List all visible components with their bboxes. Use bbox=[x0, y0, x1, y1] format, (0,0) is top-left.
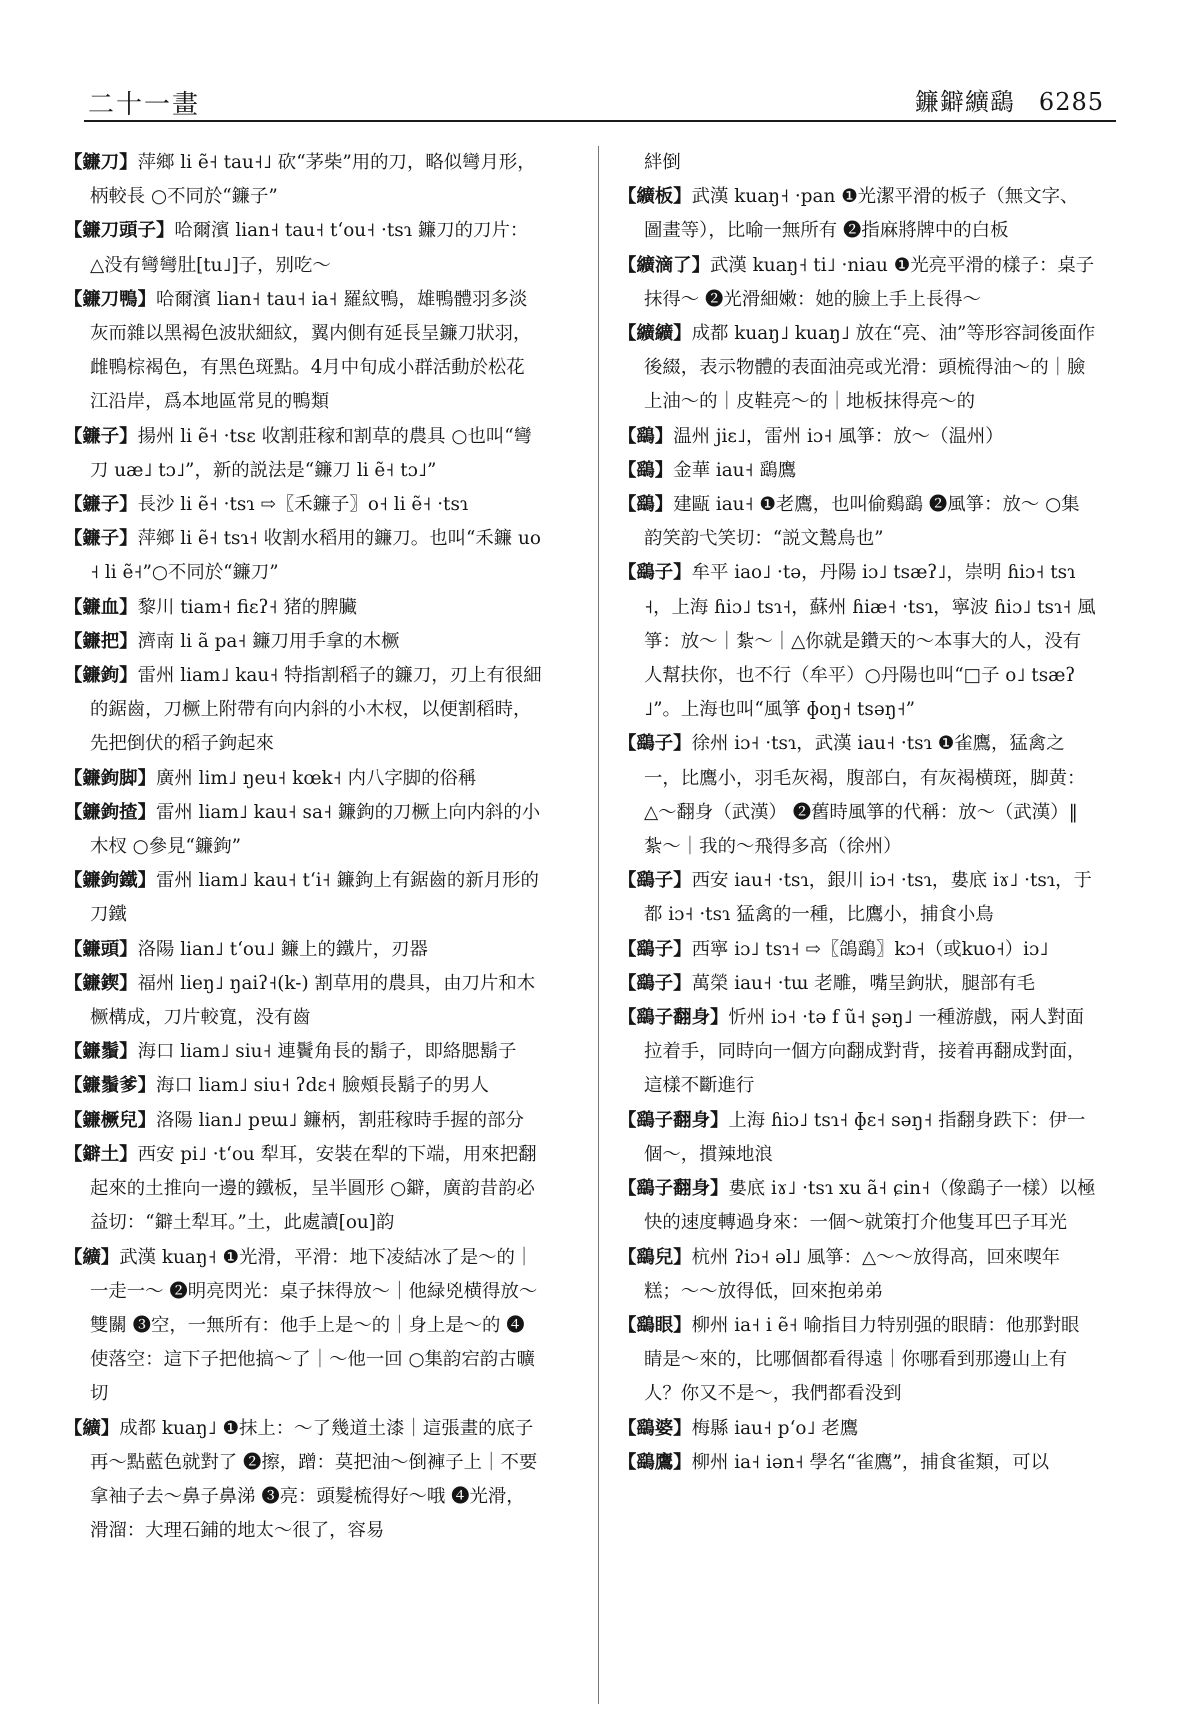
entry-headword: 【鐮橛兒】 bbox=[64, 1109, 156, 1131]
entry-headword: 【鷂子翻身】 bbox=[618, 1178, 729, 1200]
dictionary-entry bbox=[64, 1104, 542, 1138]
entry-definition: 杭州 ʔiɔ˧ əl˩ 風箏：△～～放得高，回來喫年糕；～～放得低，回來抱弟弟 bbox=[644, 1246, 1061, 1302]
dictionary-entry bbox=[64, 659, 542, 762]
entry-definition: 雷州 liam˩ kau˧ sa˧ 鐮鉤的刀橛上向内斜的小木杈 ○參見“鐮鉤” bbox=[90, 801, 541, 858]
dictionary-entry bbox=[618, 454, 1096, 488]
entry-headword: 【鐮刀】 bbox=[64, 152, 138, 173]
entry-definition: 温州 jiɛ˩，雷州 iɔ˧ 風箏：放～（温州） bbox=[673, 425, 1004, 447]
entry-definition: 萬榮 iau˧ ·tɯ 老雕，嘴呈鉤狀，腿部有毛 bbox=[691, 972, 1036, 994]
entry-definition: 雷州 liam˩ kau˧ 特指割稻子的鐮刀，刃上有很細的鋸齒，刀橛上附帶有向内斜的小木杈，以便割稻時，先把倒伏的稻子鉤起來 bbox=[90, 665, 542, 755]
entry-definition: 揚州 li ẽ˧ ·tsɛ 收割莊稼和割草的農具 ○也叫“彎刀 uæ˩ tɔ˩”，新的説法是“鐮刀 li ẽ˧ tɔ˩” bbox=[90, 425, 533, 481]
entry-headword: 【鐮鉤揸】 bbox=[64, 801, 156, 823]
entry-headword: 【鐮刀鴨】 bbox=[64, 288, 156, 310]
entry-definition: 濟南 li ã pa˧ 鐮刀用手拿的木橛 bbox=[137, 630, 400, 652]
dictionary-entry bbox=[618, 1309, 1096, 1412]
dictionary-entry bbox=[64, 283, 542, 420]
entry-definition: 西安 pi˩ ·t‘ou 犁耳，安裝在犁的下端，用來把翻起來的土推向一邊的鐵板，呈半圓形 ○鐴，廣韵昔韵必益切：“鐴土犁耳。”土，此處讀[ou]韵 bbox=[90, 1143, 537, 1234]
dictionary-entry bbox=[618, 1172, 1096, 1240]
entry-headword: 【鷂】 bbox=[618, 459, 674, 481]
entry-definition: 黎川 tiam˧ fiɛʔ˧ 猪的脾臟 bbox=[137, 596, 357, 618]
dictionary-entry bbox=[64, 1138, 542, 1241]
entry-definition: 長沙 li ẽ˧ ·tsɿ ⇨〖禾鐮子〗o˧ li ẽ˧ ·tsɿ bbox=[137, 494, 469, 516]
entry-definition: 柳州 ia˧ iən˧ 學名“雀鷹”，捕食雀類，可以 bbox=[691, 1451, 1049, 1473]
dictionary-entry bbox=[618, 1412, 1096, 1446]
entry-definition: 成都 kuaŋ˩ kuaŋ˩ 放在“亮、油”等形容詞後面作後綴，表示物體的表面油亮或光滑：頭梳得油～的｜臉上油～的｜皮鞋亮～的｜地板抹得亮～的 bbox=[644, 323, 1096, 413]
entry-definition: 徐州 iɔ˧ ·tsɿ，武漢 iau˧ ·tsɿ ❶雀鷹，猛禽之一，比鷹小，羽毛灰褐，腹部白，有灰褐横斑，脚黄：△～翻身（武漢） ❷舊時風箏的代稱：放～（武漢）‖紮～｜我的～飛得多高（徐州） bbox=[644, 733, 1086, 858]
entry-headword: 【鷂子翻身】 bbox=[618, 1007, 729, 1029]
entry-headword: 【纊纊】 bbox=[618, 323, 692, 345]
entry-definition: 西寧 iɔ˩ tsɿ˧ ⇨〖鴿鷂〗kɔ˧（或kuo˧）iɔ˩ bbox=[691, 938, 1049, 960]
entry-definition: 柳州 ia˧ i ẽ˧ 喻指目力特别强的眼睛：他那對眼睛是～來的，比哪個都看得遠｜你哪看到那邊山上有人？你又不是～，我們都看没到 bbox=[644, 1314, 1080, 1405]
entry-definition: 武漢 kuaŋ˧ ❶光滑，平滑：地下凌結冰了是～的｜一走一～ ❷明亮閃光：桌子抹得放～｜他緑兇横得放～雙關 ❸空，一無所有：他手上是～的｜身上是～的 ❹使落空：這下子把他搞～了｜～他一回 ○集韵宕韵古曠切 bbox=[90, 1246, 538, 1405]
dictionary-entry bbox=[64, 488, 542, 522]
dictionary-entry bbox=[64, 214, 542, 282]
entry-headword: 【鷂子】 bbox=[618, 938, 692, 960]
section-title: 二十一畫 bbox=[88, 90, 201, 120]
entry-headword: 【鐮血】 bbox=[64, 596, 138, 618]
entry-headword: 【鐮子】 bbox=[64, 425, 138, 447]
entry-definition: 上海 ɦiɔ˩ tsɿ˧ ɸɛ˧ səŋ˧ 指翻身跌下：伊一個～，摜辣地浪 bbox=[644, 1109, 1086, 1165]
entry-headword: 【鷂婆】 bbox=[618, 1417, 692, 1439]
dictionary-entry bbox=[64, 796, 542, 864]
entry-headword: 【鐮鉤】 bbox=[64, 665, 138, 687]
entry-definition: 洛陽 lian˩ t‘ou˩ 鐮上的鐵片，刃器 bbox=[137, 938, 428, 960]
dictionary-entry bbox=[64, 1035, 542, 1069]
dictionary-entry bbox=[64, 625, 542, 659]
entry-headword: 【鷂眼】 bbox=[618, 1314, 692, 1336]
dictionary-entry bbox=[618, 556, 1096, 727]
dictionary-entry bbox=[618, 1001, 1096, 1104]
entry-headword: 【鐮鍥】 bbox=[64, 972, 138, 994]
entry-headword: 【鐮子】 bbox=[64, 528, 138, 550]
header-rule bbox=[84, 120, 1116, 122]
header-chars: 鐮鐴纊鷂 bbox=[914, 88, 1015, 116]
entry-definition: 萍鄉 li ẽ˧ tsɿ˧ 收割水稻用的鐮刀。也叫“禾鐮 uo˧ li ẽ˧”○不同於“鐮刀” bbox=[90, 528, 541, 584]
right-column bbox=[618, 146, 1096, 1480]
entry-headword: 【纊】 bbox=[64, 1246, 120, 1268]
running-header bbox=[915, 82, 1104, 117]
dictionary-entry bbox=[64, 1241, 542, 1412]
dictionary-entry bbox=[618, 317, 1096, 420]
entry-headword: 【鐮鉤鐵】 bbox=[64, 870, 156, 892]
entry-definition: 婁底 iɤ˩ ·tsɿ xu ã˧ ɕin˧（像鷂子一樣）以極快的速度轉過身來：一個～就策打介他隻耳巴子耳光 bbox=[644, 1178, 1096, 1234]
entry-definition: 武漢 kuaŋ˧ ·pan ❶光潔平滑的板子（無文字、圖畫等），比喻一無所有 ❷指麻將牌中的白板 bbox=[644, 186, 1079, 242]
dictionary-entry bbox=[64, 864, 542, 932]
entry-definition: 西安 iau˧ ·tsɿ，銀川 iɔ˧ ·tsɿ，婁底 iɤ˩ ·tsɿ，于都 iɔ˧ ·tsɿ 猛禽的一種，比鷹小，捕食小鳥 bbox=[644, 870, 1092, 926]
dictionary-entry bbox=[64, 762, 542, 796]
entry-headword: 【纊】 bbox=[64, 1417, 120, 1439]
entry-definition: 萍鄉 li ẽ˧ tau˧˩ 砍“茅柴”用的刀，略似彎月形，柄較長 ○不同於“鐮子” bbox=[90, 152, 536, 208]
entry-continuation: 絆倒 bbox=[644, 152, 681, 173]
dictionary-entry bbox=[64, 1412, 542, 1549]
entry-definition: 哈爾濱 lian˧ tau˧ t‘ou˧ ·tsɿ 鐮刀的刀片：△没有彎彎肚[tu˩]子，别吃～ bbox=[90, 220, 529, 276]
entry-headword: 【鷂子】 bbox=[618, 562, 692, 584]
entry-headword: 【鐮子】 bbox=[64, 494, 138, 516]
entry-definition: 金華 iau˧ 鷂鷹 bbox=[673, 459, 797, 481]
entry-definition: 忻州 iɔ˧ ·tə f ũ˧ ʂəŋ˩ 一種游戲，兩人對面拉着手，同時向一個方向翻成對背，接着再翻成對面，這樣不斷進行 bbox=[644, 1007, 1086, 1097]
entry-headword: 【鐴土】 bbox=[64, 1143, 138, 1165]
entry-headword: 【鐮鬚】 bbox=[64, 1041, 138, 1063]
entry-definition: 武漢 kuaŋ˧ ti˩ ·niau ❶光亮平滑的樣子：桌子抹得～ ❷光滑細嫩：她的臉上手上長得～ bbox=[644, 254, 1095, 310]
entry-definition: 洛陽 lian˩ pɐɯ˩ 鐮柄，割莊稼時手握的部分 bbox=[155, 1109, 524, 1131]
entry-headword: 【鷂】 bbox=[618, 425, 674, 447]
entry-definition: 雷州 liam˩ kau˧ t‘i˧ 鐮鉤上有鋸齒的新月形的刀鐵 bbox=[90, 870, 539, 926]
dictionary-entry bbox=[618, 488, 1096, 556]
dictionary-entry bbox=[618, 180, 1096, 248]
entry-headword: 【鐮鬚爹】 bbox=[64, 1075, 156, 1097]
dictionary-entry bbox=[64, 146, 542, 214]
entry-headword: 【鷂子】 bbox=[618, 733, 692, 755]
dictionary-entry bbox=[618, 933, 1096, 967]
entry-headword: 【鐮把】 bbox=[64, 630, 138, 652]
page-number: 6285 bbox=[1038, 88, 1104, 116]
dictionary-entry bbox=[618, 864, 1096, 932]
entry-definition: 牟平 iao˩ ·tə，丹陽 iɔ˩ tsæʔ˩，崇明 ɦiɔ˧ tsɿ˧，上海 ɦiɔ˩ tsɿ˧，蘇州 ɦiæ˧ ·tsɿ，寧波 ɦiɔ˩ tsɿ˧ 風箏：放～｜紮～｜△你就是鑽天的～本事大的人，没有人幫扶你，也不行（牟平）○丹陽也叫“□子 o˩ tsæʔ˩”。上海也叫“風箏 ɸoŋ˧ tsəŋ˧” bbox=[644, 562, 1096, 721]
entry-headword: 【纊滴了】 bbox=[618, 254, 710, 276]
dictionary-entry bbox=[618, 420, 1096, 454]
entry-definition: 福州 lieŋ˩ ŋaiʔ˧(k-) 割草用的農具，由刀片和木橛構成，刀片較寬，没有齒 bbox=[90, 972, 536, 1029]
entry-definition: 海口 liam˩ siu˧ 連鬢角長的鬍子，即絡腮鬍子 bbox=[137, 1041, 517, 1063]
entry-definition: 成都 kuaŋ˩ ❶抹上：～了幾道土漆｜這張畫的底子再～點藍色就對了 ❷擦，蹭：莫把油～倒褲子上｜不要拿袖子去～鼻子鼻涕 ❸亮：頭髮梳得好～哦 ❹光滑，滑溜：大理石鋪的地太～很了，容易 bbox=[90, 1417, 538, 1542]
dictionary-entry bbox=[618, 967, 1096, 1001]
dictionary-entry bbox=[64, 933, 542, 967]
entry-headword: 【纊板】 bbox=[618, 186, 692, 208]
entry-definition: 廣州 lim˩ ŋeu˧ kœk˧ 内八字脚的俗稱 bbox=[155, 767, 477, 789]
dictionary-entry bbox=[618, 1241, 1096, 1309]
dictionary-entry bbox=[618, 727, 1096, 864]
left-column bbox=[64, 146, 542, 1548]
column-divider bbox=[598, 146, 599, 1704]
dictionary-entry bbox=[618, 1104, 1096, 1172]
entry-headword: 【鐮刀頭子】 bbox=[64, 220, 175, 242]
entry-headword: 【鷂子】 bbox=[618, 972, 692, 994]
dictionary-entry bbox=[64, 967, 542, 1035]
entry-headword: 【鐮鉤脚】 bbox=[64, 767, 156, 789]
entry-headword: 【鐮頭】 bbox=[64, 938, 138, 960]
entry-definition: 海口 liam˩ siu˧ ʔdɛ˧ 臉頰長鬍子的男人 bbox=[155, 1075, 489, 1097]
dictionary-entry bbox=[618, 249, 1096, 317]
dictionary-entry bbox=[618, 1446, 1096, 1480]
dictionary-entry bbox=[64, 1069, 542, 1103]
entry-headword: 【鷂兒】 bbox=[618, 1246, 692, 1268]
entry-headword: 【鷂子翻身】 bbox=[618, 1109, 729, 1131]
dictionary-entry bbox=[64, 522, 542, 590]
entry-definition: 梅縣 iau˧ p‘o˩ 老鷹 bbox=[691, 1417, 859, 1439]
entry-headword: 【鷂】 bbox=[618, 494, 674, 516]
entry-definition: 哈爾濱 lian˧ tau˧ ia˧ 羅紋鴨，雄鴨體羽多淡灰而雜以黑褐色波狀細紋，翼内側有延長呈鐮刀狀羽，雌鴨棕褐色，有黑色斑點。4月中旬成小群活動於松花江沿岸，爲本地區常見的鴨類 bbox=[90, 288, 532, 413]
dictionary-entry bbox=[64, 591, 542, 625]
entry-definition: 建甌 iau˧ ❶老鷹，也叫偷鷄鷂 ❷風箏：放～ ○集韵笑韵弋笑切：“説文鷙鳥也” bbox=[644, 494, 1080, 550]
dictionary-entry bbox=[64, 420, 542, 488]
entry-headword: 【鷂子】 bbox=[618, 870, 692, 892]
entry-headword: 【鷂鷹】 bbox=[618, 1451, 692, 1473]
